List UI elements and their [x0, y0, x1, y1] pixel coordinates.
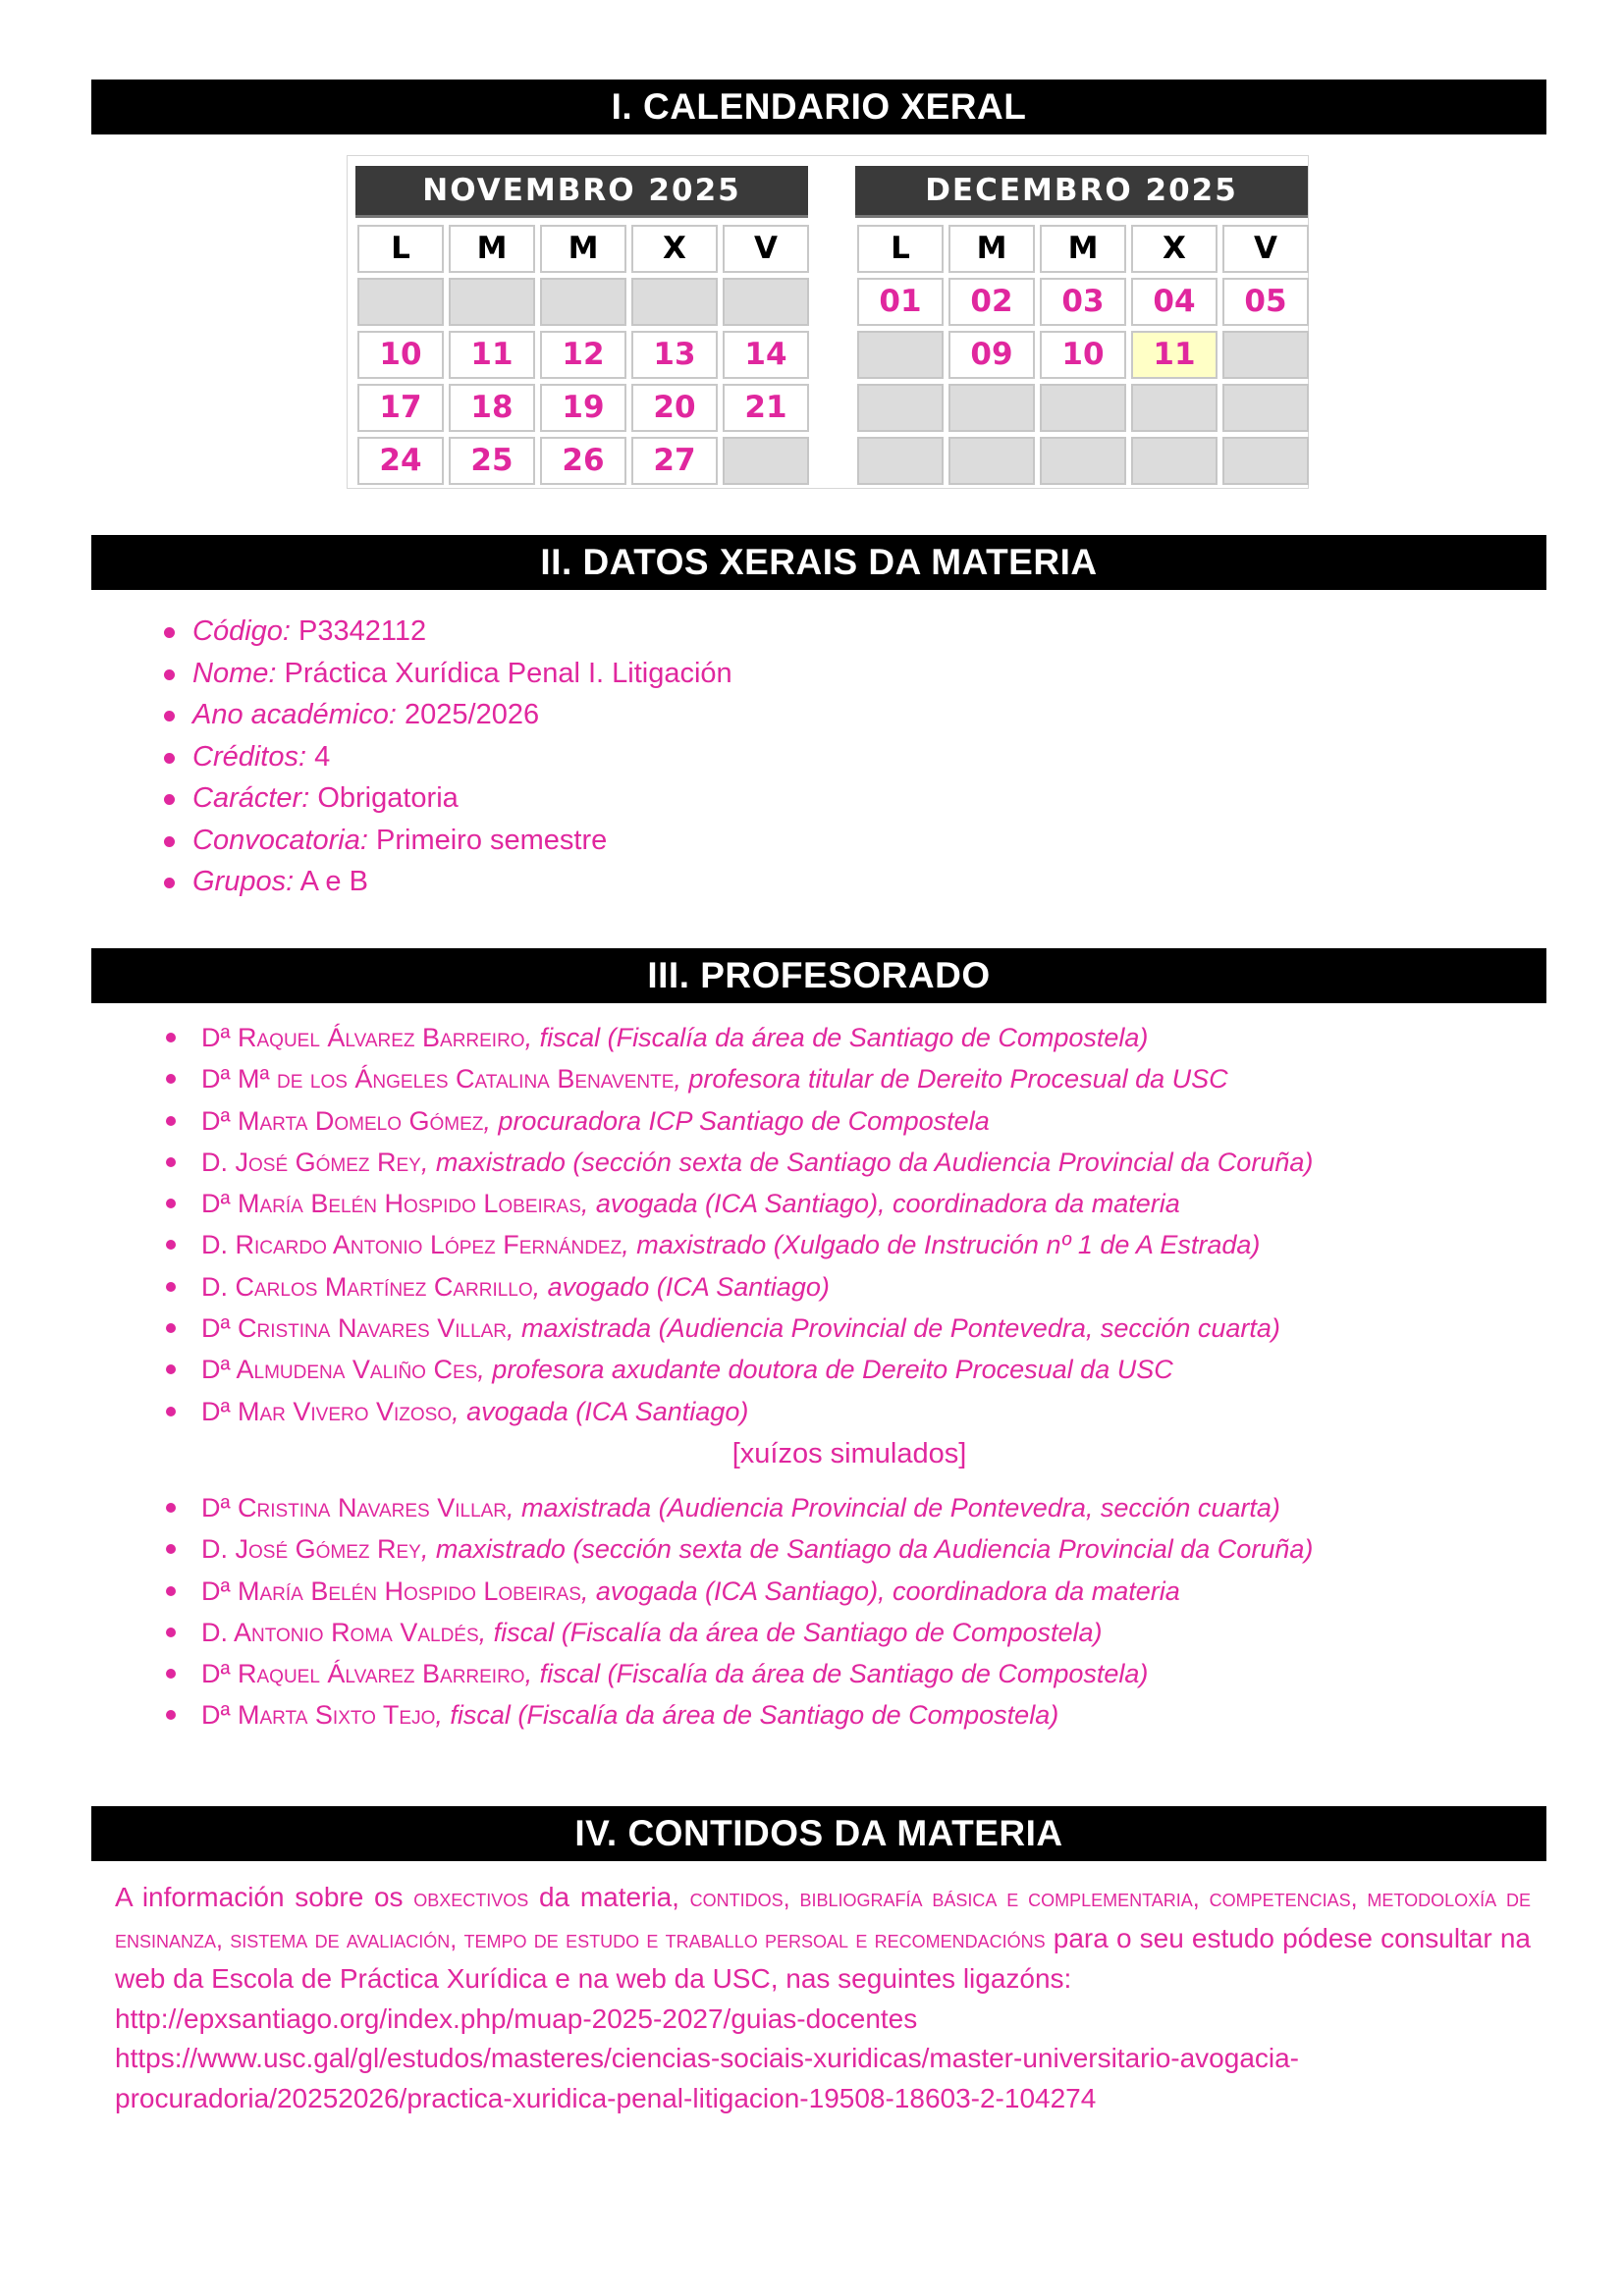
staff-role: , maxistrado (Xulgado de Instrución nº 1 de A Estrada) [622, 1230, 1261, 1260]
staff-item [162, 1058, 1313, 1099]
staff-role: , maxistrada (Audiencia Provincial de Pontevedra, sección cuarta) [507, 1313, 1280, 1344]
calendar-day: 01 [857, 278, 944, 326]
calendar-empty-cell [857, 384, 944, 432]
staff-item [162, 1487, 1313, 1528]
info-label: Nome: [192, 657, 277, 689]
staff-item [162, 1528, 1313, 1570]
staff-item [162, 1224, 1313, 1265]
weekday-header: X [631, 225, 718, 273]
calendar-empty-cell [1222, 331, 1309, 379]
staff-role: , fiscal (Fiscalía da área de Santiago de Compostela) [478, 1617, 1103, 1647]
course-info-item [162, 820, 732, 862]
calendar-grid [357, 225, 808, 485]
calendar-empty-cell [1222, 384, 1309, 432]
calendar-month-november [355, 166, 808, 485]
link-usc-line2[interactable]: procuradoria/20252026/practica-xuridica-penal-litigacion-19508-18603-2-104274 [115, 2082, 1097, 2113]
calendar-empty-cell [540, 278, 626, 326]
calendar-empty-cell [1222, 437, 1309, 485]
staff-item [162, 1017, 1313, 1058]
staff-item [162, 1612, 1313, 1653]
calendar-day: 24 [357, 437, 444, 485]
weekday-header: L [357, 225, 444, 273]
calendar-day: 05 [1222, 278, 1309, 326]
info-label: Créditos: [192, 740, 307, 773]
calendar-month-december [855, 166, 1308, 485]
staff-role: , maxistrado (sección sexta de Santiago da Audiencia Provincial da Coruña) [420, 1534, 1314, 1565]
calendar-day: 13 [631, 331, 718, 379]
calendar-day: 03 [1040, 278, 1126, 326]
info-value: P3342112 [290, 615, 427, 647]
staff-role: , avogada (ICA Santiago), coordinadora da materia [580, 1189, 1180, 1219]
staff-role: , procuradora ICP Santiago de Compostela [483, 1105, 990, 1136]
teacher-list [162, 1017, 1313, 1432]
weekday-header: M [948, 225, 1035, 273]
weekday-header: M [449, 225, 535, 273]
staff-role: , profesora titular de Dereito Procesual da USC [674, 1064, 1228, 1095]
course-info-list [162, 611, 732, 903]
calendar-empty-cell [357, 278, 444, 326]
calendar-day: 25 [449, 437, 535, 485]
info-label: Grupos: [192, 866, 295, 897]
section-title-calendar: I. CALENDARIO XERAL [91, 80, 1546, 134]
weekday-header: L [857, 225, 944, 273]
section-title-course-data: II. DATOS XERAIS DA MATERIA [91, 535, 1546, 590]
info-label: Ano académico: [192, 699, 397, 730]
weekday-header: V [723, 225, 809, 273]
info-value: A e B [294, 866, 368, 897]
staff-role: , avogado (ICA Santiago) [532, 1271, 830, 1302]
staff-name: D. José Gómez Rey [201, 1534, 421, 1565]
info-label: Convocatoria: [192, 824, 368, 856]
calendar-day: 09 [948, 331, 1035, 379]
staff-name: Dª María Belén Hospido Lobeiras [201, 1189, 581, 1219]
calendar-day: 12 [540, 331, 626, 379]
trial-judge-list [162, 1487, 1313, 1736]
staff-name: D. José Gómez Rey [201, 1147, 421, 1177]
calendar-empty-cell [1131, 437, 1218, 485]
staff-name: D. Carlos Martínez Carrillo [201, 1271, 533, 1302]
staff-role: , fiscal (Fiscalía da área de Santiago de Compostela) [524, 1023, 1149, 1052]
course-info-item [162, 611, 732, 653]
calendar-empty-cell [723, 437, 809, 485]
staff-name: Dª María Belén Hospido Lobeiras [201, 1575, 581, 1606]
staff-name: Dª Marta Domelo Gómez [201, 1105, 484, 1136]
staff-item [162, 1571, 1313, 1612]
calendar-day: 11 [449, 331, 535, 379]
staff-item [162, 1308, 1313, 1349]
calendar-day: 10 [357, 331, 444, 379]
calendar-empty-cell [631, 278, 718, 326]
staff-name: Dª Cristina Navares Villar [201, 1313, 508, 1344]
weekday-header: X [1131, 225, 1218, 273]
course-info-item [162, 777, 732, 820]
course-info-item [162, 736, 732, 778]
text-run: da materia, [528, 1882, 690, 1912]
course-info-item [162, 653, 732, 695]
section-title-staff: III. PROFESORADO [91, 948, 1546, 1003]
staff-role: , avogada (ICA Santiago), coordinadora da materia [580, 1575, 1180, 1606]
staff-name: Dª Raquel Álvarez Barreiro [201, 1023, 525, 1052]
course-info-item [162, 861, 732, 903]
staff-role: , fiscal (Fiscalía da área de Santiago de Compostela) [524, 1659, 1149, 1689]
staff-name: Dª Cristina Navares Villar [201, 1493, 508, 1522]
staff-item [162, 1266, 1313, 1308]
calendar-day: 04 [1131, 278, 1218, 326]
calendar-empty-cell [857, 331, 944, 379]
contents-text [115, 1878, 1531, 2118]
staff-name: Dª Raquel Álvarez Barreiro [201, 1659, 525, 1689]
text-run: A información sobre os [115, 1882, 414, 1912]
text-run: para o seu estudo pódese consultar na web da Escola de Práctica Xurídica e na web da USC, nas seguintes ligazóns: [115, 1922, 1531, 1994]
info-label: Carácter: [192, 782, 310, 814]
info-value: Primeiro semestre [367, 824, 608, 856]
calendar-empty-cell [948, 437, 1035, 485]
link-epx[interactable]: http://epxsantiago.org/index.php/muap-2025-2027/guias-docentes [115, 2002, 918, 2034]
calendar-day: 17 [357, 384, 444, 432]
calendar-day: 14 [723, 331, 809, 379]
calendar-empty-cell [948, 384, 1035, 432]
staff-item [162, 1142, 1313, 1183]
trials-label: [xuízos simulados] [731, 1438, 967, 1469]
info-value: Obrigatoria [309, 782, 459, 814]
text-run: obxectivos [413, 1885, 529, 1912]
staff-item [162, 1694, 1313, 1735]
staff-name: D. Antonio Roma Valdés [201, 1617, 479, 1647]
info-label: Código: [192, 615, 291, 647]
info-value: Práctica Xurídica Penal I. Litigación [276, 657, 732, 689]
section-title-contents: IV. CONTIDOS DA MATERIA [91, 1806, 1546, 1861]
staff-role: , maxistrada (Audiencia Provincial de Pontevedra, sección cuarta) [507, 1493, 1280, 1522]
calendar-empty-cell [723, 278, 809, 326]
calendar-empty-cell [857, 437, 944, 485]
staff-role: , avogada (ICA Santiago) [452, 1396, 749, 1426]
staff-item [162, 1183, 1313, 1224]
calendar-grid [857, 225, 1308, 485]
info-value: 4 [306, 740, 331, 773]
staff-item [162, 1391, 1313, 1432]
text-run: contidos, bibliografía básica e complementaria, competencias, metodoloxía de ensinanza, sistema de avaliación, tempo de estudo e traballo persoal e recomendacións [115, 1885, 1531, 1953]
staff-name: Dª Marta Sixto Tejo [201, 1700, 436, 1731]
staff-name: Dª Almudena Valiño Ces [201, 1355, 478, 1385]
course-info-item [162, 694, 732, 736]
staff-role: , maxistrado (sección sexta de Santiago da Audiencia Provincial da Coruña) [420, 1147, 1314, 1177]
calendar-day: 20 [631, 384, 718, 432]
info-value: 2025/2026 [396, 699, 540, 730]
calendar-day: 21 [723, 384, 809, 432]
contents-paragraph [115, 1878, 1531, 2000]
calendar-day: 27 [631, 437, 718, 485]
staff-item [162, 1100, 1313, 1142]
calendar-day: 10 [1040, 331, 1126, 379]
month-title: NOVEMBRO 2025 [355, 166, 808, 218]
calendar-empty-cell [449, 278, 535, 326]
calendar-day: 11 [1131, 331, 1218, 379]
staff-name: Dª Mar Vivero Vizoso [201, 1396, 453, 1426]
calendar-day: 26 [540, 437, 626, 485]
calendar-day: 18 [449, 384, 535, 432]
weekday-header: M [1040, 225, 1126, 273]
calendar-empty-cell [1040, 437, 1126, 485]
calendar-day: 02 [948, 278, 1035, 326]
staff-item [162, 1349, 1313, 1390]
staff-item [162, 1653, 1313, 1694]
calendar-day: 19 [540, 384, 626, 432]
staff-role: , fiscal (Fiscalía da área de Santiago de Compostela) [435, 1700, 1059, 1731]
calendar [347, 155, 1309, 489]
calendar-empty-cell [1131, 384, 1218, 432]
calendar-empty-cell [1040, 384, 1126, 432]
weekday-header: V [1222, 225, 1309, 273]
staff-name: D. Ricardo Antonio López Fernández [201, 1230, 623, 1260]
staff-name: Dª Mª de los Ángeles Catalina Benavente [201, 1064, 675, 1095]
staff-role: , profesora axudante doutora de Dereito Procesual da USC [477, 1355, 1173, 1385]
month-title: DECEMBRO 2025 [855, 166, 1308, 218]
weekday-header: M [540, 225, 626, 273]
link-usc-line1[interactable]: https://www.usc.gal/gl/estudos/masteres/ciencias-sociais-xuridicas/master-universitario-avogacia- [115, 2043, 1300, 2073]
